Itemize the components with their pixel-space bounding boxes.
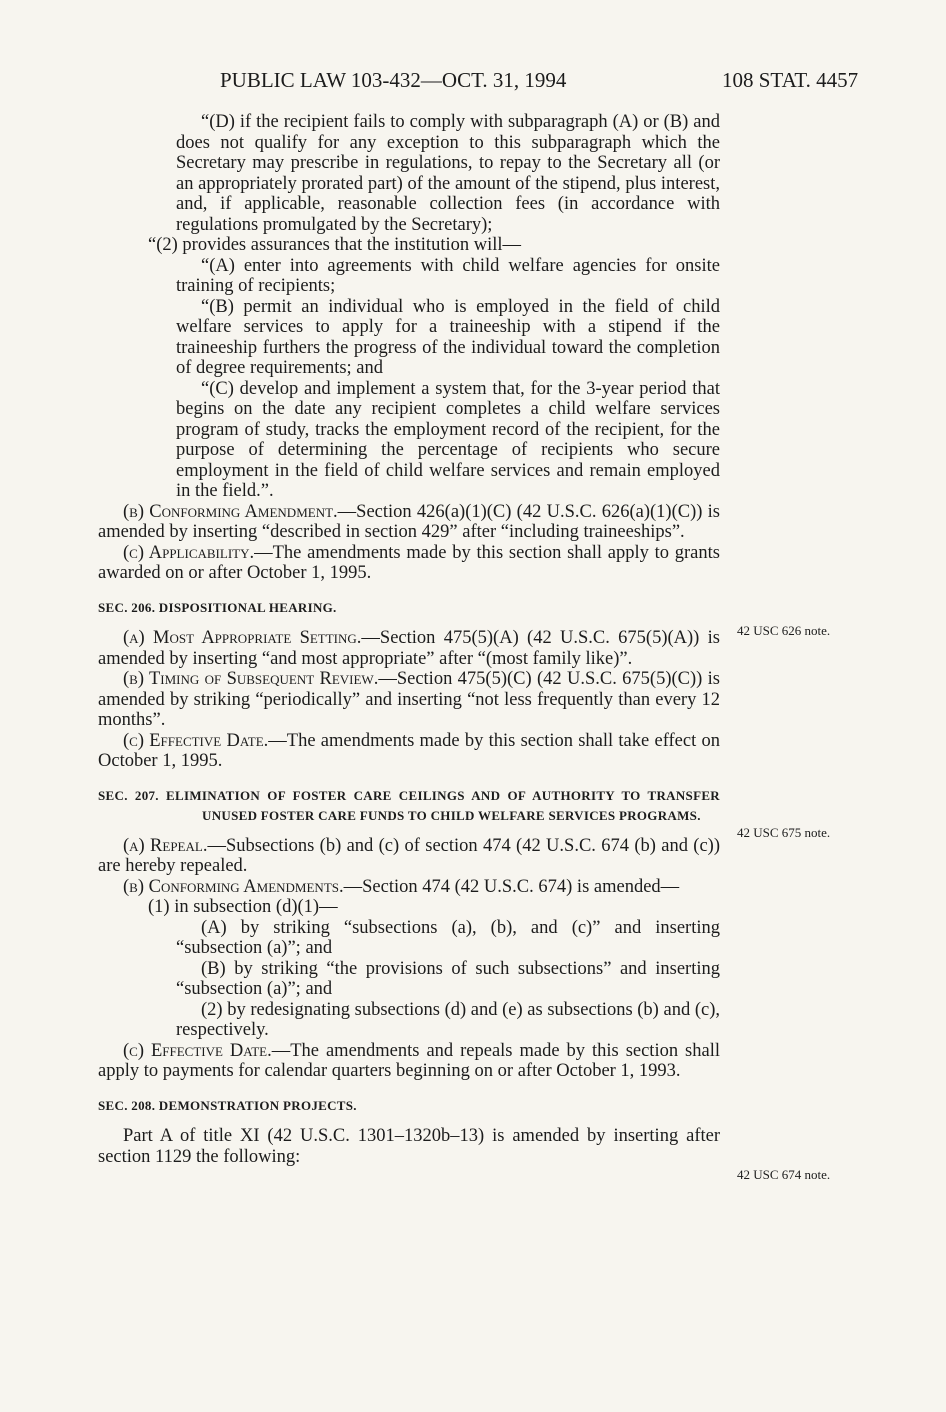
conforming-amendments-paragraph: (b) Conforming Amendments.—Section 474 (42 U.S.C. 674) is amended— bbox=[123, 876, 680, 897]
timing-review-paragraph: (b) Timing of Subsequent Review.—Section 475(5)(C) (42 U.S.C. 675(5)(C)) is amended by striking “periodically” and inserting “not less frequently than every 12 months”. bbox=[98, 669, 720, 730]
most-appropriate-setting-paragraph: (a) Most Appropriate Setting.—Section 475(5)(A) (42 U.S.C. 675(5)(A)) is amended by inserting “and most appropriate” after “(most family like)”. bbox=[98, 628, 720, 669]
paragraph-2a: “(A) enter into agreements with child welfare agencies for onsite training of recipients; bbox=[176, 255, 720, 296]
conforming-amendment-paragraph: (b) Conforming Amendment.—Section 426(a)(1)(C) (42 U.S.C. 626(a)(1)(C)) is amended by inserting “described in section 429” after “including traineeships”. bbox=[98, 501, 720, 542]
margin-note-674: 42 USC 674 note. bbox=[737, 1167, 831, 1182]
running-title: PUBLIC LAW 103-432—OCT. 31, 1994 bbox=[220, 68, 567, 92]
paragraph-2c: “(C) develop and implement a system that, for the 3-year period that begins on the date any recipient completes a child welfare services program of study, tracks the employment record of the recipient, for the purpose of determining the percentage of recipients who secure employment in the field of child welfare services and remain employed in the field.”. bbox=[176, 378, 720, 501]
repeal-paragraph: (a) Repeal.—Subsections (b) and (c) of section 474 (42 U.S.C. 674 (b) and (c)) are hereby repealed. bbox=[98, 835, 720, 876]
conforming-amendment-label: (b) Conforming Amendment. bbox=[123, 501, 338, 522]
item-1b: (B) by striking “the provisions of such subsections” and inserting “subsection (a)”; and bbox=[176, 958, 720, 999]
item-2: (2) by redesignating subsections (d) and (e) as subsections (b) and (c), respectively. bbox=[176, 999, 720, 1040]
margin-note-675: 42 USC 675 note. bbox=[737, 825, 831, 840]
item-1a: (A) by striking “subsections (a), (b), and (c)” and inserting “subsection (a)”; and bbox=[176, 917, 720, 958]
applicability-paragraph: (c) Applicability.—The amendments made by this section shall apply to grants awarded on or after October 1, 1995. bbox=[98, 542, 720, 583]
effective-date-206-paragraph: (c) Effective Date.—The amendments made by this section shall take effect on October 1, 1995. bbox=[98, 730, 720, 771]
section-208-heading: SEC. 208. DEMONSTRATION PROJECTS. bbox=[98, 1097, 357, 1113]
section-207-heading: SEC. 207. ELIMINATION OF FOSTER CARE CEILINGS AND OF AUTHORITY TO TRANSFER UNUSED FOSTER CARE FUNDS TO CHILD WELFARE SERVICES PROGRAMS. bbox=[98, 787, 720, 823]
margin-note-626: 42 USC 626 note. bbox=[737, 623, 831, 638]
paragraph-2b: “(B) permit an individual who is employed in the field of child welfare services to apply for a traineeship with a stipend if the traineeship furthers the progress of the individual toward the completion of degree requirements; and bbox=[176, 296, 720, 378]
page-header bbox=[0, 68, 946, 98]
paragraph-2: “(2) provides assurances that the institution will— bbox=[148, 235, 522, 255]
page-body bbox=[98, 112, 720, 1167]
effective-date-207-paragraph: (c) Effective Date.—The amendments and repeals made by this section shall apply to payments for calendar quarters beginning on or after October 1, 1993. bbox=[98, 1040, 721, 1081]
part-a-paragraph: Part A of title XI (42 U.S.C. 1301–1320b–13) is amended by inserting after section 1129 the following: bbox=[98, 1126, 720, 1167]
paragraph-d: “(D) if the recipient fails to comply with subparagraph (A) or (B) and does not qualify for any exception to this subparagraph which the Secretary may prescribe in regulations, to repay to the Secretary all (or an appropriately prorated part) of the amount of the stipend, plus interest, and, if applicable, reasonable collection fees (in accordance with regulations promulgated by the Secretary); bbox=[176, 112, 720, 235]
applicability-label: (c) Applicability. bbox=[123, 542, 255, 563]
item-1: (1) in subsection (d)(1)— bbox=[148, 897, 338, 917]
section-206-heading: SEC. 206. DISPOSITIONAL HEARING. bbox=[98, 599, 337, 615]
statute-page-number: 108 STAT. 4457 bbox=[722, 68, 859, 92]
